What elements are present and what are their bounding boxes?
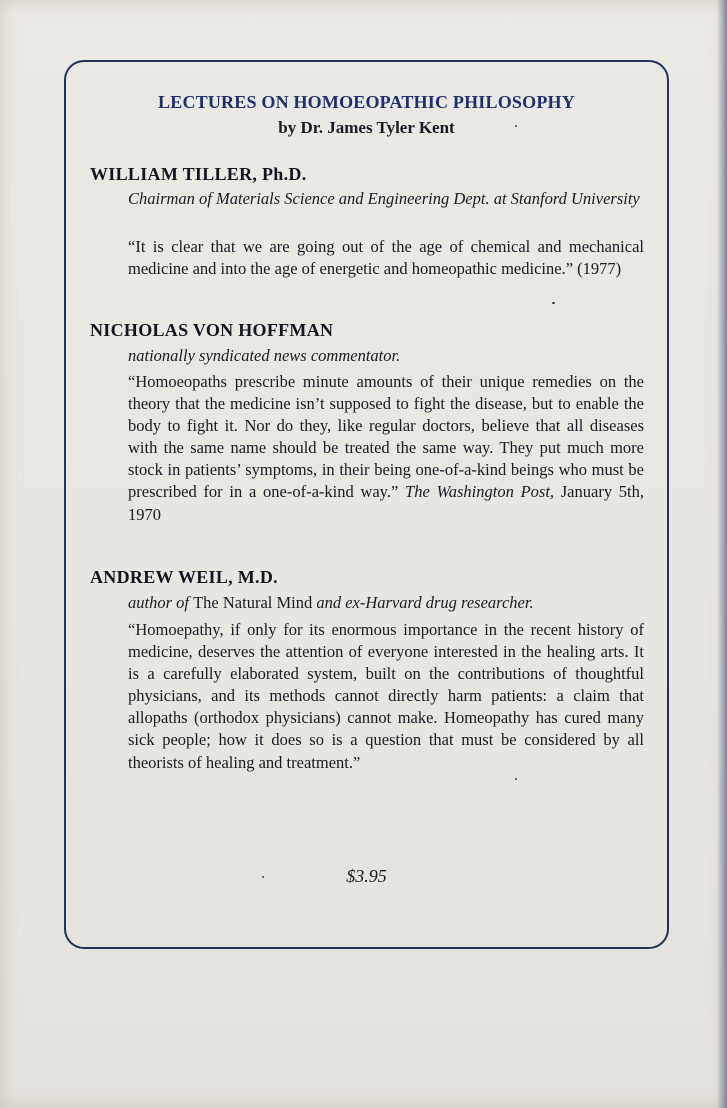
- endorsement-quote-von-hoffman: [128, 371, 644, 526]
- role-book-title-weil: The Natural Mind: [193, 593, 313, 612]
- book-title: LECTURES ON HOMOEOPATHIC PHILOSOPHY: [158, 92, 575, 112]
- quote-source-date: January 5th, 1970: [128, 482, 645, 524]
- endorsement-quote-tiller: “It is clear that we are going out of the age of chemical and mechanical medicine and into the age of energetic and homeopathic medicine.” (1977): [128, 237, 644, 279]
- print-speck: [515, 125, 517, 127]
- endorsement-quote-weil: “Homoepathy, if only for its enormous importance in the recent history of medicine, deserves the attention of everyone interested in the healing arts. It is a carefully elaborated system, built on the contributions of thoughtful physicians, and its methods cannot directly harm patients: a claim that allopaths (orthodox physicians) cannot make. Homeopathy has cured many sick people; how it does so is a question that must be considered by all theorists of healing and treatment.”: [128, 620, 644, 772]
- endorser-name-von-hoffman: NICHOLAS VON HOFFMAN: [90, 320, 334, 340]
- print-speck: [515, 778, 517, 780]
- quote-text-von-hoffman: “Homoeopaths prescribe minute amounts of their unique remedies on the theory that the medicine isn’t supposed to fight the disease, but to enable the body to fight it. Nor do they, like regular doctors, believe that all diseases with the same name should be treated the same way. They put much more stock in patients’ symptoms, in their being one-of-a-kind beings who must be prescribed for in a one-of-a-kind way.”: [128, 372, 644, 502]
- endorser-name-tiller: WILLIAM TILLER, Ph.D.: [90, 164, 307, 184]
- endorser-name-weil: ANDREW WEIL, M.D.: [90, 567, 278, 587]
- cover-edge-wear: [717, 0, 727, 1108]
- book-author: by Dr. James Tyler Kent: [278, 118, 455, 137]
- endorser-role-tiller: Chairman of Materials Science and Engineering Dept. at Stanford University: [128, 189, 640, 208]
- quote-source-publication: The Washington Post,: [405, 482, 555, 502]
- endorser-role-von-hoffman: nationally syndicated news commentator.: [128, 346, 401, 365]
- price-label: $3.95: [346, 866, 387, 886]
- print-speck: [552, 302, 555, 304]
- print-speck: [262, 876, 264, 878]
- role-prefix-weil: author of: [128, 593, 189, 612]
- endorser-role-weil: [128, 592, 648, 614]
- role-suffix-weil: and ex-Harvard drug researcher.: [316, 593, 534, 612]
